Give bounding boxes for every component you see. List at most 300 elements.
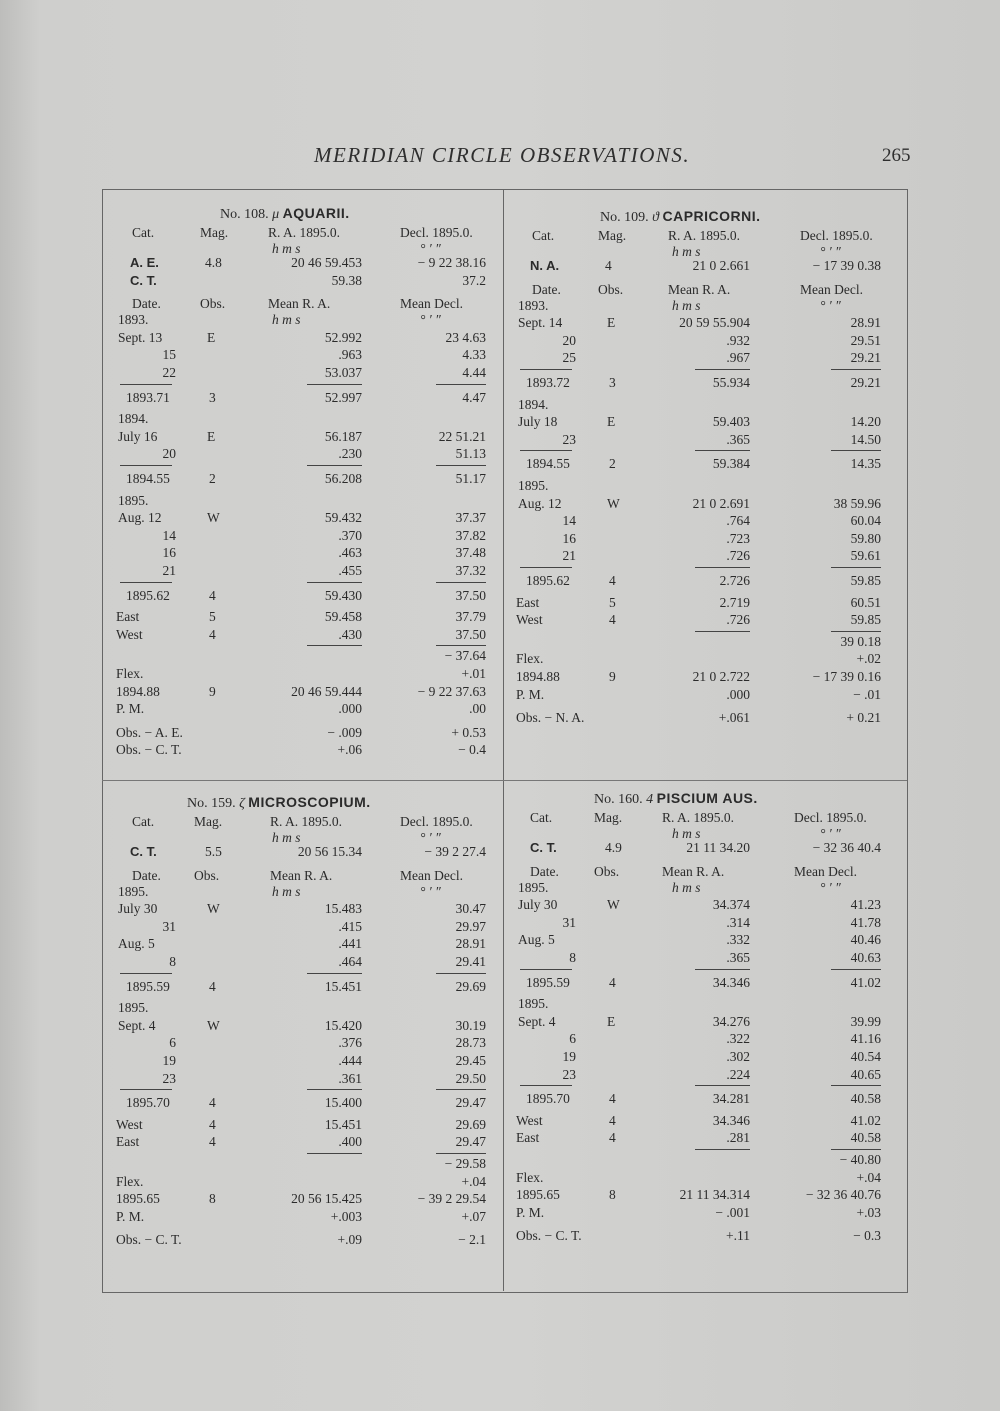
flexure-decl: +.04 xyxy=(856,1169,881,1185)
final-decl: − 39 2 29.54 xyxy=(417,1191,486,1207)
underline-rule xyxy=(695,1085,750,1086)
star-number: No. 109. xyxy=(600,210,649,225)
underline-rule xyxy=(436,384,486,385)
proper-motion-ra: .000 xyxy=(726,686,750,702)
mean-decl: 14.35 xyxy=(850,456,881,472)
observed-ra: .365 xyxy=(726,431,750,447)
hms-units: h m s xyxy=(272,241,301,256)
observation-date: Sept. 4 xyxy=(118,1017,156,1033)
clamp-mean-decl: − 37.64 xyxy=(444,648,486,664)
proper-motion-label: P. M. xyxy=(116,701,145,717)
underline-rule xyxy=(120,582,172,583)
final-decl: − 17 39 0.16 xyxy=(812,669,881,684)
underline-rule xyxy=(695,369,750,370)
observation-count: 4 xyxy=(209,1095,216,1111)
observed-ra: .723 xyxy=(726,530,750,546)
observed-ra: .963 xyxy=(338,347,362,363)
dms-units: ° ′ ″ xyxy=(820,879,841,895)
observed-ra: 20 59 55.904 xyxy=(679,315,750,331)
observed-decl: 59.80 xyxy=(850,530,881,546)
observed-ra: 21 0 2.691 xyxy=(692,495,750,511)
observation-header: Mean R. A. xyxy=(268,296,331,312)
observed-ra: 59.432 xyxy=(324,510,362,526)
observation-date: Aug. 12 xyxy=(518,495,562,511)
clamp-label: West xyxy=(516,1112,543,1128)
mean-epoch: 1895.70 xyxy=(126,1095,170,1111)
star-symbol: ϑ xyxy=(652,210,659,225)
observed-decl: 41.78 xyxy=(850,914,881,930)
observed-ra: 59.403 xyxy=(712,414,750,430)
underline-rule xyxy=(695,969,750,970)
catalogue-mag: 4.9 xyxy=(605,840,622,855)
final-count: 8 xyxy=(209,1191,216,1207)
underline-rule xyxy=(120,384,172,385)
observation-date: 21 xyxy=(162,563,176,578)
observed-decl: 60.04 xyxy=(850,513,881,529)
observed-ra: 34.374 xyxy=(712,897,750,913)
star-title xyxy=(600,208,761,226)
column-header: R. A. 1895.0. xyxy=(270,814,343,829)
catalogue-mag: 4.8 xyxy=(205,255,222,270)
residual-ra: +.11 xyxy=(726,1228,750,1244)
residual-label: Obs. − C. T. xyxy=(116,742,182,758)
residual-decl: + 0.53 xyxy=(451,724,486,740)
column-header: R. A. 1895.0. xyxy=(268,225,341,240)
observed-ra: .764 xyxy=(726,513,750,529)
catalogue-decl: 37.2 xyxy=(462,272,486,288)
column-header: Decl. 1895.0. xyxy=(400,814,473,829)
observation-count: 4 xyxy=(609,573,616,588)
column-header: Mag. xyxy=(598,228,627,243)
underline-rule xyxy=(831,1085,881,1086)
observation-date: July 30 xyxy=(118,901,158,917)
clamp-count: 4 xyxy=(609,1112,616,1128)
clamp-ra: .726 xyxy=(726,612,750,628)
observer: W xyxy=(207,901,220,917)
observed-ra: .322 xyxy=(726,1031,750,1047)
underline-rule xyxy=(831,369,881,370)
observation-date: Aug. 5 xyxy=(518,932,555,948)
final-epoch: 1894.88 xyxy=(516,669,560,684)
observation-date: 31 xyxy=(562,914,576,930)
observation-header: Obs. xyxy=(194,867,220,883)
observed-decl: 51.13 xyxy=(455,446,486,462)
flexure-label: Flex. xyxy=(116,666,144,681)
underline-rule xyxy=(307,1089,362,1090)
observed-ra: .932 xyxy=(726,332,750,348)
observation-date: 8 xyxy=(169,954,176,969)
observed-ra: .455 xyxy=(338,563,362,578)
final-count: 8 xyxy=(609,1187,616,1203)
clamp-label: East xyxy=(116,609,140,625)
flexure-decl: +.02 xyxy=(856,651,881,667)
star-block xyxy=(512,208,912,788)
final-ra: 21 0 2.722 xyxy=(692,669,750,684)
observation-header: Date. xyxy=(132,867,161,883)
residual-decl: − 0.3 xyxy=(853,1228,881,1244)
observed-decl: 37.82 xyxy=(455,527,486,543)
clamp-ra: 2.719 xyxy=(719,594,750,610)
proper-motion-ra: .000 xyxy=(338,701,362,717)
residual-ra: − .009 xyxy=(327,724,362,740)
flexure-label: Flex. xyxy=(516,651,544,667)
proper-motion-label: P. M. xyxy=(516,1204,545,1220)
star-number: No. 160. xyxy=(594,792,643,807)
mean-ra: 52.997 xyxy=(324,389,362,405)
clamp-mean-decl: − 29.58 xyxy=(444,1156,486,1171)
mean-decl: 51.17 xyxy=(455,471,486,486)
observation-count: 3 xyxy=(209,389,216,405)
underline-rule xyxy=(831,969,881,970)
observed-decl: 40.54 xyxy=(850,1049,881,1064)
proper-motion-ra: +.003 xyxy=(330,1208,362,1224)
observation-date: 20 xyxy=(562,332,576,348)
observed-ra: .726 xyxy=(726,548,750,564)
clamp-label: East xyxy=(516,1130,540,1146)
observation-date: Aug. 12 xyxy=(118,510,162,526)
observation-date: Aug. 5 xyxy=(118,936,155,952)
mean-ra: 59.384 xyxy=(712,456,750,472)
flexure-label: Flex. xyxy=(116,1173,144,1189)
star-symbol: 4 xyxy=(646,792,654,807)
hms-units: h m s xyxy=(672,297,701,313)
proper-motion-decl: .00 xyxy=(469,701,486,717)
dms-units: ° ′ ″ xyxy=(820,297,841,313)
observation-date: 23 xyxy=(162,1070,176,1086)
underline-rule xyxy=(436,1089,486,1090)
residual-ra: +.09 xyxy=(337,1232,362,1248)
observer: W xyxy=(607,495,620,511)
underline-rule xyxy=(831,1149,881,1150)
observed-ra: .361 xyxy=(338,1070,362,1086)
observed-decl: 29.21 xyxy=(850,350,881,366)
proper-motion-ra: − .001 xyxy=(715,1204,750,1220)
final-decl: − 32 36 40.76 xyxy=(805,1187,881,1203)
catalogue-decl: − 39 2 27.4 xyxy=(424,844,486,859)
clamp-count: 4 xyxy=(609,612,616,628)
residual-decl: + 0.21 xyxy=(846,710,881,726)
clamp-ra: 59.458 xyxy=(324,609,362,625)
clamp-ra: .281 xyxy=(726,1130,750,1146)
observation-date: 20 xyxy=(162,446,176,462)
catalogue-ra: 20 46 59.453 xyxy=(291,255,362,270)
mean-decl: 41.02 xyxy=(850,974,881,990)
mean-epoch: 1895.62 xyxy=(526,573,570,588)
observation-date: 19 xyxy=(562,1049,576,1064)
residual-decl: − 0.4 xyxy=(458,742,486,758)
observed-decl: 38 59.96 xyxy=(833,495,881,511)
observation-header: Date. xyxy=(132,296,161,312)
mean-ra: 59.430 xyxy=(324,587,362,603)
clamp-ra: 15.451 xyxy=(324,1116,362,1132)
clamp-decl: 37.79 xyxy=(455,609,486,625)
observation-count: 4 xyxy=(209,978,216,994)
column-header: Cat. xyxy=(532,228,555,243)
year-label: 1894. xyxy=(118,411,149,427)
observation-date: Sept. 13 xyxy=(118,329,163,345)
observation-count: 4 xyxy=(209,587,216,603)
observed-decl: 29.51 xyxy=(850,332,881,348)
catalogue-ra: 20 56 15.34 xyxy=(297,844,362,859)
observed-decl: 41.23 xyxy=(850,897,881,913)
star-symbol: μ xyxy=(272,207,280,222)
observed-decl: 4.33 xyxy=(462,347,486,363)
year-label: 1895. xyxy=(518,996,549,1012)
column-header: Cat. xyxy=(530,810,553,825)
mean-epoch: 1895.62 xyxy=(126,587,170,603)
dms-units: ° ′ ″ xyxy=(420,830,441,845)
catalogue-mag: 4 xyxy=(605,258,612,273)
clamp-ra: .430 xyxy=(338,626,362,642)
observation-header: Mean R. A. xyxy=(270,867,333,883)
proper-motion-label: P. M. xyxy=(116,1208,145,1224)
year-label: 1895. xyxy=(118,1000,149,1016)
star-name: CAPRICORNI. xyxy=(662,208,761,224)
observer: W xyxy=(607,897,620,913)
observed-decl: 40.65 xyxy=(850,1066,881,1082)
observation-date: 6 xyxy=(169,1035,176,1051)
underline-rule xyxy=(520,369,572,370)
underline-rule xyxy=(307,582,362,583)
observed-decl: 4.44 xyxy=(462,365,486,380)
clamp-decl: 60.51 xyxy=(850,594,881,610)
observed-decl: 40.63 xyxy=(850,950,881,965)
observation-date: July 16 xyxy=(118,428,158,444)
column-header: Mag. xyxy=(594,810,623,825)
year-label: 1893. xyxy=(118,312,149,328)
underline-rule xyxy=(436,973,486,974)
column-header: Decl. 1895.0. xyxy=(400,225,473,240)
underline-rule xyxy=(695,450,750,451)
proper-motion-decl: − .01 xyxy=(853,686,881,702)
mean-decl: 29.21 xyxy=(850,375,881,390)
catalogue-ra: 59.38 xyxy=(331,272,362,288)
mean-decl: 40.58 xyxy=(850,1091,881,1107)
underline-rule xyxy=(695,631,750,632)
year-label: 1895. xyxy=(518,879,549,895)
observed-decl: 29.41 xyxy=(455,954,486,969)
star-name: MICROSCOPIUM. xyxy=(248,794,371,810)
underline-rule xyxy=(307,1153,362,1154)
observation-date: 14 xyxy=(162,527,176,543)
observed-decl: 14.50 xyxy=(850,431,881,447)
observed-decl: 39.99 xyxy=(850,1013,881,1029)
mean-decl: 4.47 xyxy=(462,389,486,405)
underline-rule xyxy=(695,567,750,568)
underline-rule xyxy=(307,384,362,385)
observed-ra: 52.992 xyxy=(324,329,362,345)
underline-rule xyxy=(520,567,572,568)
mean-epoch: 1895.59 xyxy=(126,978,170,994)
star-name: PISCIUM AUS. xyxy=(656,790,758,806)
clamp-label: West xyxy=(116,626,143,642)
hms-units: h m s xyxy=(272,883,301,899)
dms-units: ° ′ ″ xyxy=(420,241,441,256)
observation-date: 22 xyxy=(162,365,176,380)
observation-date: 21 xyxy=(562,548,576,564)
observed-ra: .224 xyxy=(726,1066,750,1082)
column-header: Cat. xyxy=(132,225,155,240)
observation-count: 3 xyxy=(609,375,616,390)
clamp-decl: 29.47 xyxy=(455,1134,486,1150)
observed-decl: 40.46 xyxy=(850,932,881,948)
underline-rule xyxy=(120,1089,172,1090)
residual-decl: − 2.1 xyxy=(458,1232,486,1248)
clamp-decl: 37.50 xyxy=(455,626,486,642)
catalogue-ra: 21 11 34.20 xyxy=(686,840,750,855)
mean-epoch: 1895.59 xyxy=(526,974,570,990)
observer: E xyxy=(607,1013,616,1029)
star-block xyxy=(112,205,512,785)
catalogue-decl: − 32 36 40.4 xyxy=(812,840,881,855)
observation-header: Mean R. A. xyxy=(668,281,731,297)
dms-units: ° ′ ″ xyxy=(820,244,841,259)
clamp-count: 4 xyxy=(209,1134,216,1150)
observed-ra: 34.276 xyxy=(712,1013,750,1029)
observation-date: 25 xyxy=(562,350,576,366)
column-header: R. A. 1895.0. xyxy=(662,810,735,825)
star-symbol: ζ xyxy=(239,796,245,811)
observation-header: Mean Decl. xyxy=(800,281,863,297)
observed-decl: 37.32 xyxy=(455,563,486,578)
observed-decl: 41.16 xyxy=(850,1031,881,1047)
mean-epoch: 1893.72 xyxy=(526,375,570,390)
observed-ra: .332 xyxy=(726,932,750,948)
observation-header: Mean Decl. xyxy=(400,867,463,883)
mean-ra: 2.726 xyxy=(719,573,750,588)
observed-ra: .463 xyxy=(338,545,362,561)
observed-decl: 37.37 xyxy=(455,510,486,526)
observation-date: 31 xyxy=(162,918,176,934)
observation-date: 15 xyxy=(162,347,176,363)
residual-ra: +.06 xyxy=(337,742,362,758)
residual-label: Obs. − N. A. xyxy=(516,710,585,726)
underline-rule xyxy=(831,631,881,632)
observation-date: 14 xyxy=(562,513,576,529)
hms-units: h m s xyxy=(272,312,301,328)
flexure-label: Flex. xyxy=(516,1169,544,1185)
observation-header: Obs. xyxy=(200,296,226,312)
observation-count: 4 xyxy=(609,1091,616,1107)
final-count: 9 xyxy=(209,683,216,699)
observed-decl: 23 4.63 xyxy=(445,329,486,345)
column-header: Mag. xyxy=(194,814,223,829)
hms-units: h m s xyxy=(672,879,701,895)
catalogue-ra: 21 0 2.661 xyxy=(692,258,750,273)
observed-decl: 29.45 xyxy=(455,1053,486,1068)
clamp-ra: .400 xyxy=(338,1134,362,1150)
mean-epoch: 1893.71 xyxy=(126,389,170,405)
observation-header: Mean R. A. xyxy=(662,863,725,879)
final-ra: 20 56 15.425 xyxy=(291,1191,362,1207)
observed-decl: 28.91 xyxy=(850,315,881,331)
observation-header: Mean Decl. xyxy=(794,863,857,879)
underline-rule xyxy=(120,973,172,974)
clamp-label: East xyxy=(116,1134,140,1150)
residual-ra: +.061 xyxy=(718,710,750,726)
observation-date: 6 xyxy=(569,1031,576,1047)
observed-decl: 29.50 xyxy=(455,1070,486,1086)
observation-date: July 30 xyxy=(518,897,558,913)
observation-header: Date. xyxy=(532,281,561,297)
proper-motion-decl: +.03 xyxy=(856,1204,881,1220)
observed-ra: 15.420 xyxy=(324,1017,362,1033)
dms-units: ° ′ ″ xyxy=(820,826,841,841)
year-label: 1895. xyxy=(118,492,149,508)
observation-date: July 18 xyxy=(518,414,558,430)
year-label: 1894. xyxy=(518,396,549,412)
mean-epoch: 1894.55 xyxy=(526,456,570,472)
column-header: R. A. 1895.0. xyxy=(668,228,741,243)
catalogue-name: C. T. xyxy=(130,272,157,288)
observer: E xyxy=(207,428,216,444)
catalogue-decl: − 17 39 0.38 xyxy=(812,258,881,273)
observation-count: 2 xyxy=(609,456,616,472)
clamp-mean-decl: − 40.80 xyxy=(839,1152,881,1167)
observer: E xyxy=(607,414,616,430)
observed-ra: .464 xyxy=(338,954,362,969)
observed-ra: .441 xyxy=(338,936,362,952)
final-epoch: 1895.65 xyxy=(116,1191,160,1207)
observed-ra: .314 xyxy=(726,914,750,930)
clamp-label: West xyxy=(516,612,543,628)
observed-ra: .415 xyxy=(338,918,362,934)
mean-ra: 55.934 xyxy=(712,375,750,390)
star-number: No. 108. xyxy=(220,207,269,222)
observation-count: 4 xyxy=(609,974,616,990)
flexure-decl: +.01 xyxy=(461,666,486,681)
hms-units: h m s xyxy=(672,244,701,259)
underline-rule xyxy=(436,582,486,583)
clamp-count: 4 xyxy=(209,1116,216,1132)
star-name: AQUARII. xyxy=(282,205,350,221)
clamp-count: 4 xyxy=(609,1130,616,1146)
observed-ra: 53.037 xyxy=(324,365,362,380)
underline-rule xyxy=(436,1153,486,1154)
observed-ra: .967 xyxy=(726,350,750,366)
catalogue-name: N. A. xyxy=(530,258,560,273)
mean-decl: 59.85 xyxy=(850,573,881,588)
observed-ra: .302 xyxy=(726,1049,750,1064)
observation-date: 8 xyxy=(569,950,576,965)
final-epoch: 1895.65 xyxy=(516,1187,560,1203)
clamp-decl: 59.85 xyxy=(850,612,881,628)
observation-date: 16 xyxy=(562,530,576,546)
star-block xyxy=(512,790,912,1370)
flexure-decl: +.04 xyxy=(461,1173,486,1189)
running-head: MERIDIAN CIRCLE OBSERVATIONS. xyxy=(314,143,691,167)
underline-rule xyxy=(520,1085,572,1086)
observed-decl: 29.97 xyxy=(455,918,486,934)
proper-motion-label: P. M. xyxy=(516,686,545,702)
catalogue-mag: 5.5 xyxy=(205,844,222,859)
catalogue-name: A. E. xyxy=(130,255,159,270)
residual-label: Obs. − C. T. xyxy=(116,1232,182,1248)
observer: E xyxy=(207,329,216,345)
clamp-decl: 40.58 xyxy=(850,1130,881,1146)
final-ra: 20 46 59.444 xyxy=(291,683,362,699)
final-epoch: 1894.88 xyxy=(116,683,160,699)
dms-units: ° ′ ″ xyxy=(420,312,441,328)
clamp-mean-decl: 39 0.18 xyxy=(840,633,881,649)
underline-rule xyxy=(520,450,572,451)
observed-decl: 28.91 xyxy=(455,936,486,952)
catalogue-decl: − 9 22 38.16 xyxy=(417,255,486,270)
year-label: 1893. xyxy=(518,297,549,313)
star-title xyxy=(187,794,371,812)
observer: W xyxy=(207,1017,220,1033)
observed-ra: .376 xyxy=(338,1035,362,1051)
